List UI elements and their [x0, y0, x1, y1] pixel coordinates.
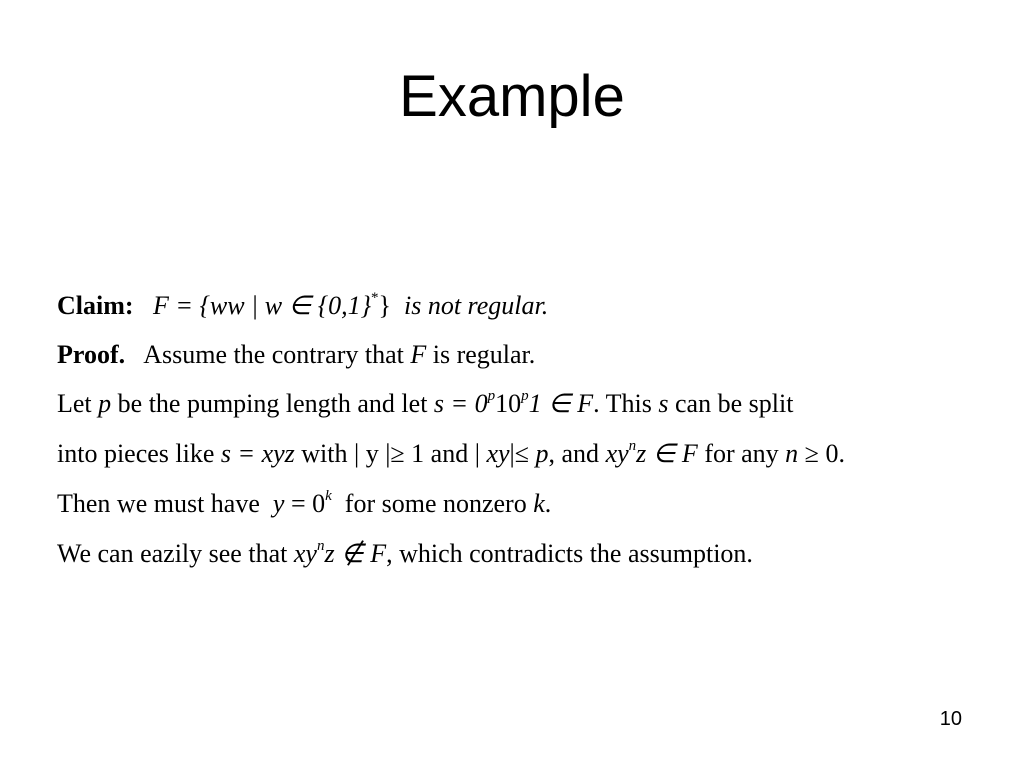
line3-text-4: can be split — [675, 389, 794, 418]
line4-expr-2: xy — [486, 439, 510, 468]
proof-text-end: is regular. — [432, 340, 536, 369]
line3-text-3: . This — [593, 389, 652, 418]
line3-var-s: s — [658, 389, 669, 418]
line3-text-2: be the pumping length and let — [117, 389, 428, 418]
line4-text-2: with | y |≥ 1 and | — [301, 439, 480, 468]
line4-expr-4: xy — [605, 439, 629, 468]
line3-var-p: p — [98, 389, 112, 418]
line4-text-1: into pieces like — [57, 439, 215, 468]
claim-label: Claim: — [57, 291, 134, 320]
line5-sup-1: k — [325, 488, 332, 504]
line3-expr-2: 10 — [495, 389, 522, 418]
pumping-line — [57, 388, 793, 420]
line3-expr-3: 1 ∈ F — [528, 389, 594, 418]
line5-expr-2: k — [533, 489, 545, 518]
slide-title: Example — [399, 64, 625, 129]
proof-label: Proof. — [57, 340, 126, 369]
line3-sup-1: p — [487, 388, 496, 404]
line4-text-3: |≤ — [509, 439, 530, 468]
line5-text-3: for some nonzero — [344, 489, 527, 518]
line5-text-1: Then we must have — [57, 489, 260, 518]
line3-text-1: Let — [57, 389, 92, 418]
line4-text-4: , and — [548, 439, 600, 468]
line5-expr-1: y — [272, 489, 285, 518]
kleene-star: * — [371, 290, 379, 306]
conclusion-line — [57, 538, 753, 570]
claim-statement: is not regular. — [403, 291, 549, 320]
line4-sup-1: n — [628, 438, 637, 454]
line4-expr-6: n — [785, 439, 799, 468]
claim-line — [57, 290, 548, 322]
line6-expr-1: xy — [293, 539, 317, 568]
proof-var: F — [410, 340, 427, 369]
line4-expr-3: p — [535, 439, 549, 468]
line6-text-1: We can eazily see that — [57, 539, 288, 568]
line6-sup-1: n — [316, 538, 325, 554]
then-line — [57, 488, 551, 520]
claim-set-expression: F = {ww | w ∈ {0,1} — [153, 291, 371, 320]
line3-sup-2: p — [521, 388, 529, 404]
line5-text-4: . — [544, 489, 552, 518]
proof-text: Assume the contrary that — [143, 340, 404, 369]
line4-text-5: for any — [704, 439, 779, 468]
split-line — [57, 438, 845, 470]
line3-expr-1: s = 0 — [433, 389, 488, 418]
line4-expr-5: z ∈ F — [636, 439, 698, 468]
line6-expr-2: z ∉ F — [324, 539, 387, 568]
line4-expr-1: s = xyz — [220, 439, 295, 468]
page-number: 10 — [939, 708, 962, 730]
line6-text-2: , which contradicts the assumption. — [386, 539, 753, 568]
line4-text-6: ≥ 0. — [804, 439, 845, 468]
proof-line — [57, 339, 535, 371]
claim-set-close: } — [378, 291, 391, 320]
line5-text-2: = 0 — [290, 489, 326, 518]
